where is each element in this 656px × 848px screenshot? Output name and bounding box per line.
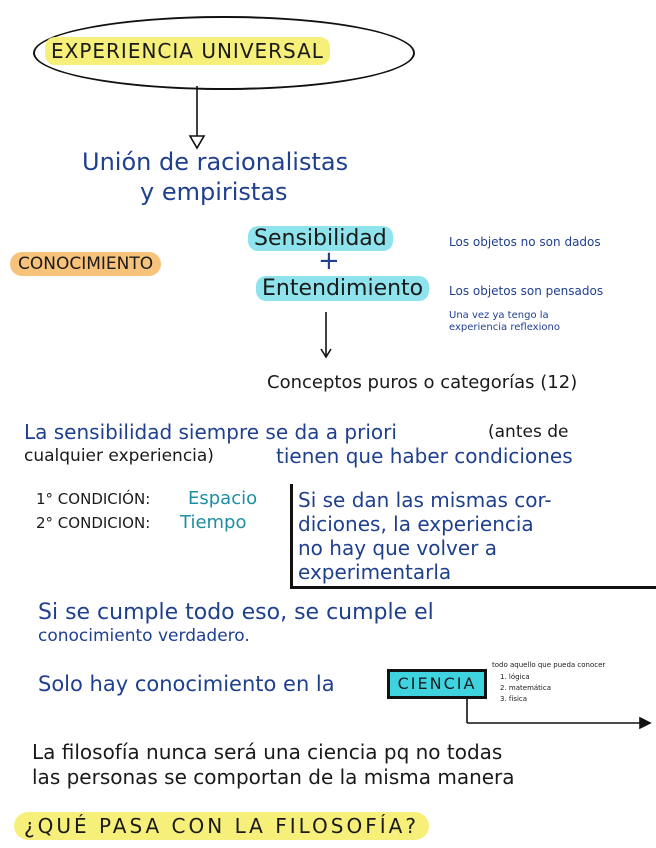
sensibilidad-label: Sensibilidad <box>248 226 393 251</box>
conditions-note-2: diciones, la experiencia <box>298 512 534 536</box>
plus-sign: + <box>318 246 340 276</box>
cumple-line-2: conocimiento verdadero. <box>38 626 250 646</box>
union-line-1: Unión de racionalistas <box>82 148 349 176</box>
condition-1-label: 1° CONDICIÓN: <box>36 490 151 508</box>
condition-1-value: Espacio <box>188 488 258 509</box>
conditions-note-4: experimentarla <box>298 560 452 584</box>
entendimiento-note: Los objetos son pensados <box>449 284 604 298</box>
ciencia-list-2: 2. matemática <box>500 684 551 692</box>
condition-2-label: 2° CONDICION: <box>36 514 151 532</box>
sensibilidad-sentence-1: La sensibilidad siempre se da a priori <box>24 420 397 444</box>
cumple-line-1: Si se cumple todo eso, se cumple el <box>38 600 434 625</box>
question-heading: ¿QUÉ PASA CON LA FILOSOFÍA? <box>14 812 429 840</box>
sensibilidad-sentence-2: (antes de <box>488 422 569 442</box>
conceptos-line: Conceptos puros o categorías (12) <box>267 372 578 393</box>
entendimiento-label: Entendimiento <box>256 276 429 301</box>
conocimiento-label: CONOCIMIENTO <box>10 252 161 276</box>
reflect-note-1: Una vez ya tengo la <box>449 310 549 321</box>
ciencia-list-1: 1. lógica <box>500 673 530 681</box>
ciencia-box: CIENCIA <box>387 669 487 699</box>
reflect-note-2: experiencia reflexiono <box>449 322 560 333</box>
filosofia-line-1: La filosofía nunca será una ciencia pq no todas <box>32 740 503 764</box>
conditions-note-1: Si se dan las mismas cor- <box>298 488 552 512</box>
page-title: EXPERIENCIA UNIVERSAL <box>45 37 330 65</box>
sensibilidad-sentence-3: cualquier experiencia) <box>24 446 214 466</box>
ciencia-list-0: todo aquello que pueda conocer <box>492 661 606 669</box>
union-line-2: y empiristas <box>140 178 288 206</box>
filosofia-line-2: las personas se comportan de la misma manera <box>32 765 515 789</box>
sensibilidad-sentence-4: tienen que haber condiciones <box>276 444 573 468</box>
conditions-note-3: no hay que volver a <box>298 536 498 560</box>
sensibilidad-note: Los objetos no son dados <box>449 235 601 249</box>
condition-2-value: Tiempo <box>180 512 247 533</box>
ciencia-list-3: 3. física <box>500 695 528 703</box>
solo-line: Solo hay conocimiento en la <box>38 672 335 696</box>
